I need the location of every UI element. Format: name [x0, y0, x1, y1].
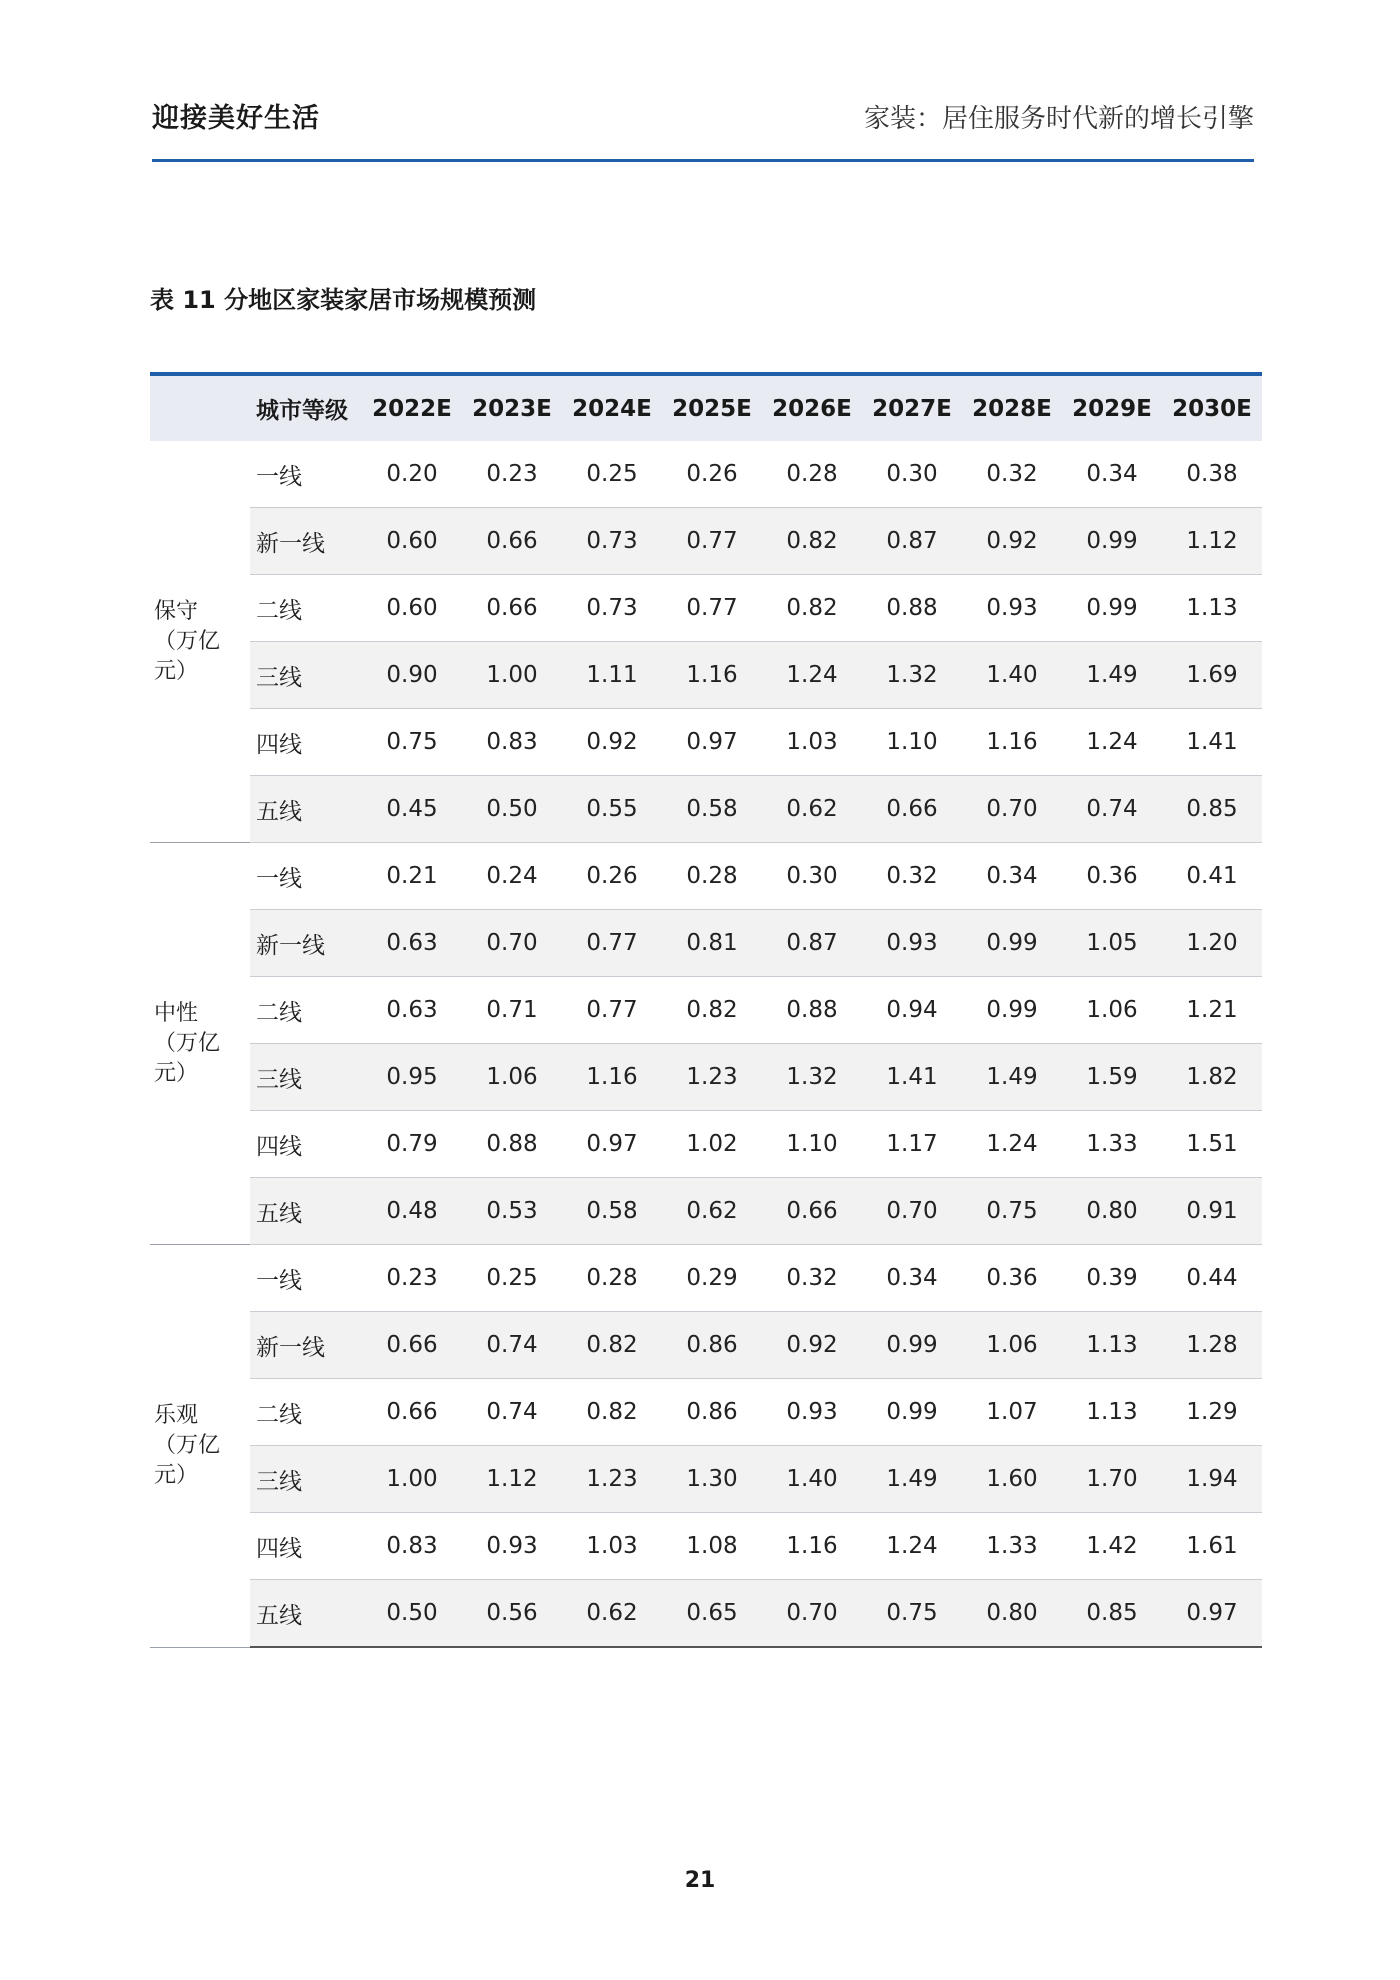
value-cell: 1.30	[662, 1446, 762, 1513]
city-tier-cell: 新一线	[250, 508, 362, 575]
table-row	[150, 1245, 1262, 1312]
value-cell: 0.38	[1162, 441, 1262, 508]
scenario-name: 乐观	[154, 1402, 199, 1428]
value-cell: 1.16	[762, 1513, 862, 1580]
value-cell: 0.24	[462, 843, 562, 910]
value-cell: 1.32	[762, 1044, 862, 1111]
city-tier-cell: 三线	[250, 1446, 362, 1513]
table-row	[150, 1044, 1262, 1111]
value-cell: 0.34	[862, 1245, 962, 1312]
value-cell: 1.00	[362, 1446, 462, 1513]
value-cell: 1.24	[862, 1513, 962, 1580]
value-cell: 0.77	[662, 508, 762, 575]
value-cell: 0.97	[562, 1111, 662, 1178]
header-cell: 2027E	[862, 374, 962, 441]
table-row	[150, 776, 1262, 843]
header-cell: 2025E	[662, 374, 762, 441]
value-cell: 0.91	[1162, 1178, 1262, 1245]
value-cell: 1.13	[1062, 1312, 1162, 1379]
city-tier-cell: 四线	[250, 709, 362, 776]
table-row	[150, 1446, 1262, 1513]
value-cell: 1.03	[762, 709, 862, 776]
table-row	[150, 843, 1262, 910]
value-cell: 0.65	[662, 1580, 762, 1648]
scenario-unit: （万亿元）	[154, 1432, 221, 1488]
value-cell: 0.75	[862, 1580, 962, 1648]
value-cell: 0.32	[962, 441, 1062, 508]
value-cell: 0.63	[362, 910, 462, 977]
header-cell: 2022E	[362, 374, 462, 441]
value-cell: 0.82	[762, 575, 862, 642]
value-cell: 0.50	[362, 1580, 462, 1648]
value-cell: 0.87	[862, 508, 962, 575]
value-cell: 1.00	[462, 642, 562, 709]
value-cell: 0.26	[562, 843, 662, 910]
value-cell: 1.82	[1162, 1044, 1262, 1111]
value-cell: 0.99	[862, 1379, 962, 1446]
value-cell: 1.61	[1162, 1513, 1262, 1580]
header-cell: 城市等级	[250, 374, 362, 441]
scenario-name: 保守	[154, 598, 199, 624]
value-cell: 0.56	[462, 1580, 562, 1648]
header-cell: 2024E	[562, 374, 662, 441]
value-cell: 1.41	[862, 1044, 962, 1111]
value-cell: 1.49	[862, 1446, 962, 1513]
value-cell: 0.70	[762, 1580, 862, 1648]
table-header-row	[150, 374, 1262, 441]
value-cell: 1.13	[1062, 1379, 1162, 1446]
city-tier-cell: 五线	[250, 776, 362, 843]
header-right-title: 家装：居住服务时代新的增长引擎	[863, 104, 1254, 134]
table-row	[150, 1178, 1262, 1245]
value-cell: 0.63	[362, 977, 462, 1044]
value-cell: 1.16	[962, 709, 1062, 776]
value-cell: 0.85	[1062, 1580, 1162, 1648]
value-cell: 0.79	[362, 1111, 462, 1178]
value-cell: 1.10	[762, 1111, 862, 1178]
value-cell: 0.39	[1062, 1245, 1162, 1312]
value-cell: 0.62	[562, 1580, 662, 1648]
value-cell: 1.07	[962, 1379, 1062, 1446]
value-cell: 0.44	[1162, 1245, 1262, 1312]
header-cell: 2029E	[1062, 374, 1162, 441]
value-cell: 1.24	[1062, 709, 1162, 776]
table-row	[150, 441, 1262, 508]
value-cell: 0.32	[862, 843, 962, 910]
scenario-group-conservative	[150, 441, 1262, 843]
city-tier-cell: 三线	[250, 642, 362, 709]
value-cell: 0.74	[462, 1379, 562, 1446]
value-cell: 0.34	[1062, 441, 1162, 508]
value-cell: 0.99	[1062, 575, 1162, 642]
value-cell: 0.45	[362, 776, 462, 843]
value-cell: 0.93	[762, 1379, 862, 1446]
table-row	[150, 709, 1262, 776]
market-size-table	[150, 372, 1262, 1648]
value-cell: 1.33	[1062, 1111, 1162, 1178]
scenario-label-cell	[150, 1245, 250, 1648]
value-cell: 1.02	[662, 1111, 762, 1178]
value-cell: 0.99	[962, 977, 1062, 1044]
value-cell: 0.26	[662, 441, 762, 508]
value-cell: 0.90	[362, 642, 462, 709]
city-tier-cell: 二线	[250, 977, 362, 1044]
value-cell: 1.94	[1162, 1446, 1262, 1513]
value-cell: 0.82	[562, 1312, 662, 1379]
table-row	[150, 508, 1262, 575]
value-cell: 0.83	[462, 709, 562, 776]
value-cell: 0.53	[462, 1178, 562, 1245]
table-row	[150, 910, 1262, 977]
value-cell: 0.75	[962, 1178, 1062, 1245]
value-cell: 1.33	[962, 1513, 1062, 1580]
scenario-group-optimistic	[150, 1245, 1262, 1648]
value-cell: 0.29	[662, 1245, 762, 1312]
value-cell: 1.28	[1162, 1312, 1262, 1379]
table-row	[150, 575, 1262, 642]
table-title: 表 11 分地区家装家居市场规模预测	[150, 286, 537, 314]
scenario-label-cell	[150, 843, 250, 1245]
value-cell: 0.74	[462, 1312, 562, 1379]
value-cell: 1.29	[1162, 1379, 1262, 1446]
value-cell: 1.16	[662, 642, 762, 709]
value-cell: 1.70	[1062, 1446, 1162, 1513]
value-cell: 0.88	[862, 575, 962, 642]
value-cell: 1.24	[962, 1111, 1062, 1178]
city-tier-cell: 一线	[250, 441, 362, 508]
value-cell: 0.66	[462, 508, 562, 575]
value-cell: 0.62	[762, 776, 862, 843]
page-number: 21	[684, 1868, 716, 1893]
value-cell: 1.40	[762, 1446, 862, 1513]
value-cell: 0.73	[562, 575, 662, 642]
value-cell: 0.34	[962, 843, 1062, 910]
table-row	[150, 1513, 1262, 1580]
value-cell: 1.69	[1162, 642, 1262, 709]
value-cell: 1.51	[1162, 1111, 1262, 1178]
value-cell: 1.12	[1162, 508, 1262, 575]
scenario-unit: （万亿元）	[154, 1030, 221, 1086]
value-cell: 0.86	[662, 1379, 762, 1446]
header-divider	[152, 159, 1254, 162]
value-cell: 1.17	[862, 1111, 962, 1178]
value-cell: 1.21	[1162, 977, 1262, 1044]
value-cell: 0.30	[762, 843, 862, 910]
value-cell: 0.20	[362, 441, 462, 508]
value-cell: 0.58	[562, 1178, 662, 1245]
value-cell: 0.88	[462, 1111, 562, 1178]
header-cell: 2026E	[762, 374, 862, 441]
value-cell: 0.77	[562, 977, 662, 1044]
value-cell: 1.49	[1062, 642, 1162, 709]
value-cell: 1.23	[562, 1446, 662, 1513]
value-cell: 0.60	[362, 575, 462, 642]
value-cell: 0.93	[462, 1513, 562, 1580]
value-cell: 1.06	[462, 1044, 562, 1111]
value-cell: 0.82	[762, 508, 862, 575]
value-cell: 1.12	[462, 1446, 562, 1513]
value-cell: 0.23	[362, 1245, 462, 1312]
value-cell: 0.73	[562, 508, 662, 575]
table-row	[150, 642, 1262, 709]
city-tier-cell: 四线	[250, 1111, 362, 1178]
value-cell: 0.66	[462, 575, 562, 642]
header-left-title: 迎接美好生活	[152, 103, 320, 134]
value-cell: 0.93	[862, 910, 962, 977]
value-cell: 0.85	[1162, 776, 1262, 843]
table-row	[150, 977, 1262, 1044]
value-cell: 1.05	[1062, 910, 1162, 977]
scenario-label-cell	[150, 441, 250, 843]
value-cell: 0.70	[962, 776, 1062, 843]
value-cell: 0.71	[462, 977, 562, 1044]
value-cell: 0.94	[862, 977, 962, 1044]
value-cell: 0.41	[1162, 843, 1262, 910]
value-cell: 1.20	[1162, 910, 1262, 977]
city-tier-cell: 二线	[250, 575, 362, 642]
value-cell: 1.13	[1162, 575, 1262, 642]
value-cell: 0.32	[762, 1245, 862, 1312]
value-cell: 0.36	[1062, 843, 1162, 910]
city-tier-cell: 五线	[250, 1178, 362, 1245]
value-cell: 0.82	[662, 977, 762, 1044]
table-row	[150, 1580, 1262, 1648]
value-cell: 0.70	[862, 1178, 962, 1245]
value-cell: 1.06	[962, 1312, 1062, 1379]
value-cell: 0.36	[962, 1245, 1062, 1312]
value-cell: 1.03	[562, 1513, 662, 1580]
value-cell: 1.11	[562, 642, 662, 709]
value-cell: 0.97	[662, 709, 762, 776]
value-cell: 0.99	[962, 910, 1062, 977]
city-tier-cell: 一线	[250, 843, 362, 910]
value-cell: 0.62	[662, 1178, 762, 1245]
value-cell: 0.80	[962, 1580, 1062, 1648]
value-cell: 0.75	[362, 709, 462, 776]
scenario-unit: （万亿元）	[154, 628, 221, 684]
value-cell: 1.08	[662, 1513, 762, 1580]
value-cell: 0.28	[762, 441, 862, 508]
city-tier-cell: 新一线	[250, 1312, 362, 1379]
header-cell-scenario	[150, 374, 250, 441]
value-cell: 0.77	[562, 910, 662, 977]
value-cell: 0.70	[462, 910, 562, 977]
city-tier-cell: 三线	[250, 1044, 362, 1111]
value-cell: 0.66	[362, 1312, 462, 1379]
city-tier-cell: 新一线	[250, 910, 362, 977]
value-cell: 0.92	[762, 1312, 862, 1379]
value-cell: 0.93	[962, 575, 1062, 642]
value-cell: 1.59	[1062, 1044, 1162, 1111]
value-cell: 0.74	[1062, 776, 1162, 843]
value-cell: 1.24	[762, 642, 862, 709]
value-cell: 0.92	[562, 709, 662, 776]
value-cell: 0.80	[1062, 1178, 1162, 1245]
value-cell: 0.77	[662, 575, 762, 642]
value-cell: 0.30	[862, 441, 962, 508]
value-cell: 0.83	[362, 1513, 462, 1580]
value-cell: 1.23	[662, 1044, 762, 1111]
city-tier-cell: 五线	[250, 1580, 362, 1648]
table-row	[150, 1111, 1262, 1178]
value-cell: 0.21	[362, 843, 462, 910]
value-cell: 0.28	[562, 1245, 662, 1312]
value-cell: 1.41	[1162, 709, 1262, 776]
value-cell: 0.66	[362, 1379, 462, 1446]
value-cell: 0.99	[862, 1312, 962, 1379]
value-cell: 1.42	[1062, 1513, 1162, 1580]
table-row	[150, 1312, 1262, 1379]
value-cell: 0.88	[762, 977, 862, 1044]
value-cell: 1.10	[862, 709, 962, 776]
value-cell: 0.66	[762, 1178, 862, 1245]
city-tier-cell: 四线	[250, 1513, 362, 1580]
value-cell: 1.16	[562, 1044, 662, 1111]
table-row	[150, 1379, 1262, 1446]
value-cell: 1.49	[962, 1044, 1062, 1111]
city-tier-cell: 一线	[250, 1245, 362, 1312]
value-cell: 0.50	[462, 776, 562, 843]
value-cell: 0.95	[362, 1044, 462, 1111]
value-cell: 0.97	[1162, 1580, 1262, 1648]
value-cell: 0.87	[762, 910, 862, 977]
header-cell: 2028E	[962, 374, 1062, 441]
value-cell: 0.28	[662, 843, 762, 910]
value-cell: 0.82	[562, 1379, 662, 1446]
value-cell: 1.06	[1062, 977, 1162, 1044]
value-cell: 1.40	[962, 642, 1062, 709]
value-cell: 0.86	[662, 1312, 762, 1379]
value-cell: 0.92	[962, 508, 1062, 575]
scenario-group-neutral	[150, 843, 1262, 1245]
value-cell: 0.23	[462, 441, 562, 508]
scenario-name: 中性	[154, 1000, 199, 1026]
value-cell: 0.81	[662, 910, 762, 977]
value-cell: 1.32	[862, 642, 962, 709]
value-cell: 0.55	[562, 776, 662, 843]
value-cell: 0.25	[562, 441, 662, 508]
value-cell: 0.25	[462, 1245, 562, 1312]
value-cell: 0.58	[662, 776, 762, 843]
header-cell: 2030E	[1162, 374, 1262, 441]
value-cell: 0.48	[362, 1178, 462, 1245]
value-cell: 0.66	[862, 776, 962, 843]
value-cell: 0.60	[362, 508, 462, 575]
value-cell: 1.60	[962, 1446, 1062, 1513]
header-cell: 2023E	[462, 374, 562, 441]
city-tier-cell: 二线	[250, 1379, 362, 1446]
value-cell: 0.99	[1062, 508, 1162, 575]
